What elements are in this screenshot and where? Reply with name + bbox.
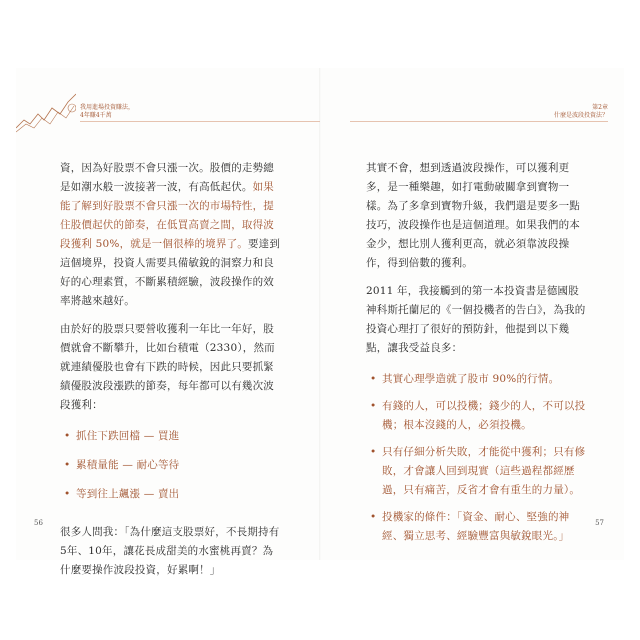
right-paragraph-1: 其實不會，想到透過波段操作，可以獲利更多，是一種樂趣，如打電動破關拿到寶物一樣。為了多拿到寶物升級，我們還是要多一點技巧，波段操作也是這個道理。如果我們的本金少，想比別人獲利更高，就必須靠波段操作，得到倍數的獲利。	[366, 162, 580, 269]
page-number-left: 56	[34, 519, 43, 527]
right-paragraph-2: 2011 年，我接觸到的第一本投資書是德國股神科斯托蘭尼的《一個投機者的告白》，為我的投資心理打了很好的預防針，他提到以下幾點，讓我受益良多：	[366, 285, 586, 354]
list-item: • 抓住下跌回檔 — 買進	[64, 430, 180, 442]
left-bullet-list	[60, 427, 282, 504]
list-item: • 有錢的人，可以投機；錢少的人，不可以投機；根本沒錢的人，必須投機。	[370, 400, 586, 431]
book-title-line1: 我用進場投資賺法，	[80, 104, 135, 111]
book-title-line2: 4年賺4千萬	[80, 112, 112, 119]
left-paragraph-3: 很多人問我：「為什麼這支股票好，不長期持有5年、10年，讓花長成甜美的水蜜桃再賣？為什麼要操作波段投資，好累啊！」	[60, 526, 280, 576]
left-page-body	[60, 159, 282, 580]
list-item: • 等到往上飆漲 — 賣出	[64, 488, 180, 500]
left-paragraph-1: 資，因為好股票不會只漲一次。股價的走勢總是如潮水般一波接著一波，有高低起伏。如果能了解到好股票不會只漲一次的市場特性，提住股價起伏的節奏，在低買高賣之間，取得波段獲利 50%，就是一個很棒的境界了。要達到這個境界，投資人需要具備敏銳的洞察力和良好的心理素質，不斷累積經驗，波段操作的效率將越來越好。	[60, 162, 281, 307]
header-rule-left	[80, 121, 320, 122]
left-paragraph-2: 由於好的股票只要營收獲利一年比一年好，股價就會不斷攀升，比如台積電（2330），然而就連績優股也會有下跌的時候，因此只要抓緊績優股波段漲跌的節奏，每年都可以有幾次波段獲利：	[60, 323, 275, 411]
right-page-body	[366, 159, 588, 554]
highlighted-sentence: 如果能了解到好股票不會只漲一次的市場特性，提住股價起伏的節奏，在低買高賣之間，取得波段獲利 50%，就是一個很棒的境界了。	[60, 181, 275, 250]
list-item: • 只有仔細分析失敗，才能從中獲利；只有修敗，才會讓人回到現實（這些過程都經歷過，只有痛苦，反省才會有重生的力量）。	[370, 446, 586, 496]
page-number-right: 57	[595, 519, 604, 527]
right-bullet-list	[366, 370, 588, 546]
header-line-ornament-icon	[16, 84, 76, 134]
running-header-chapter	[554, 104, 608, 120]
list-item: • 投機家的條件：「資金、耐心、堅強的神經、獨立思考、經驗豐富與敏銳眼光。」	[370, 511, 570, 542]
list-item: • 其實心理學造就了股市 90%的行情。	[370, 373, 560, 385]
chapter-number: 第2章	[592, 104, 608, 111]
running-header-book-title	[80, 104, 134, 120]
book-gutter	[319, 68, 321, 560]
chapter-title: 什麼是波段投資法？	[553, 112, 608, 119]
header-rule-right	[350, 121, 608, 122]
list-item: • 累積量能 — 耐心等待	[64, 459, 180, 471]
